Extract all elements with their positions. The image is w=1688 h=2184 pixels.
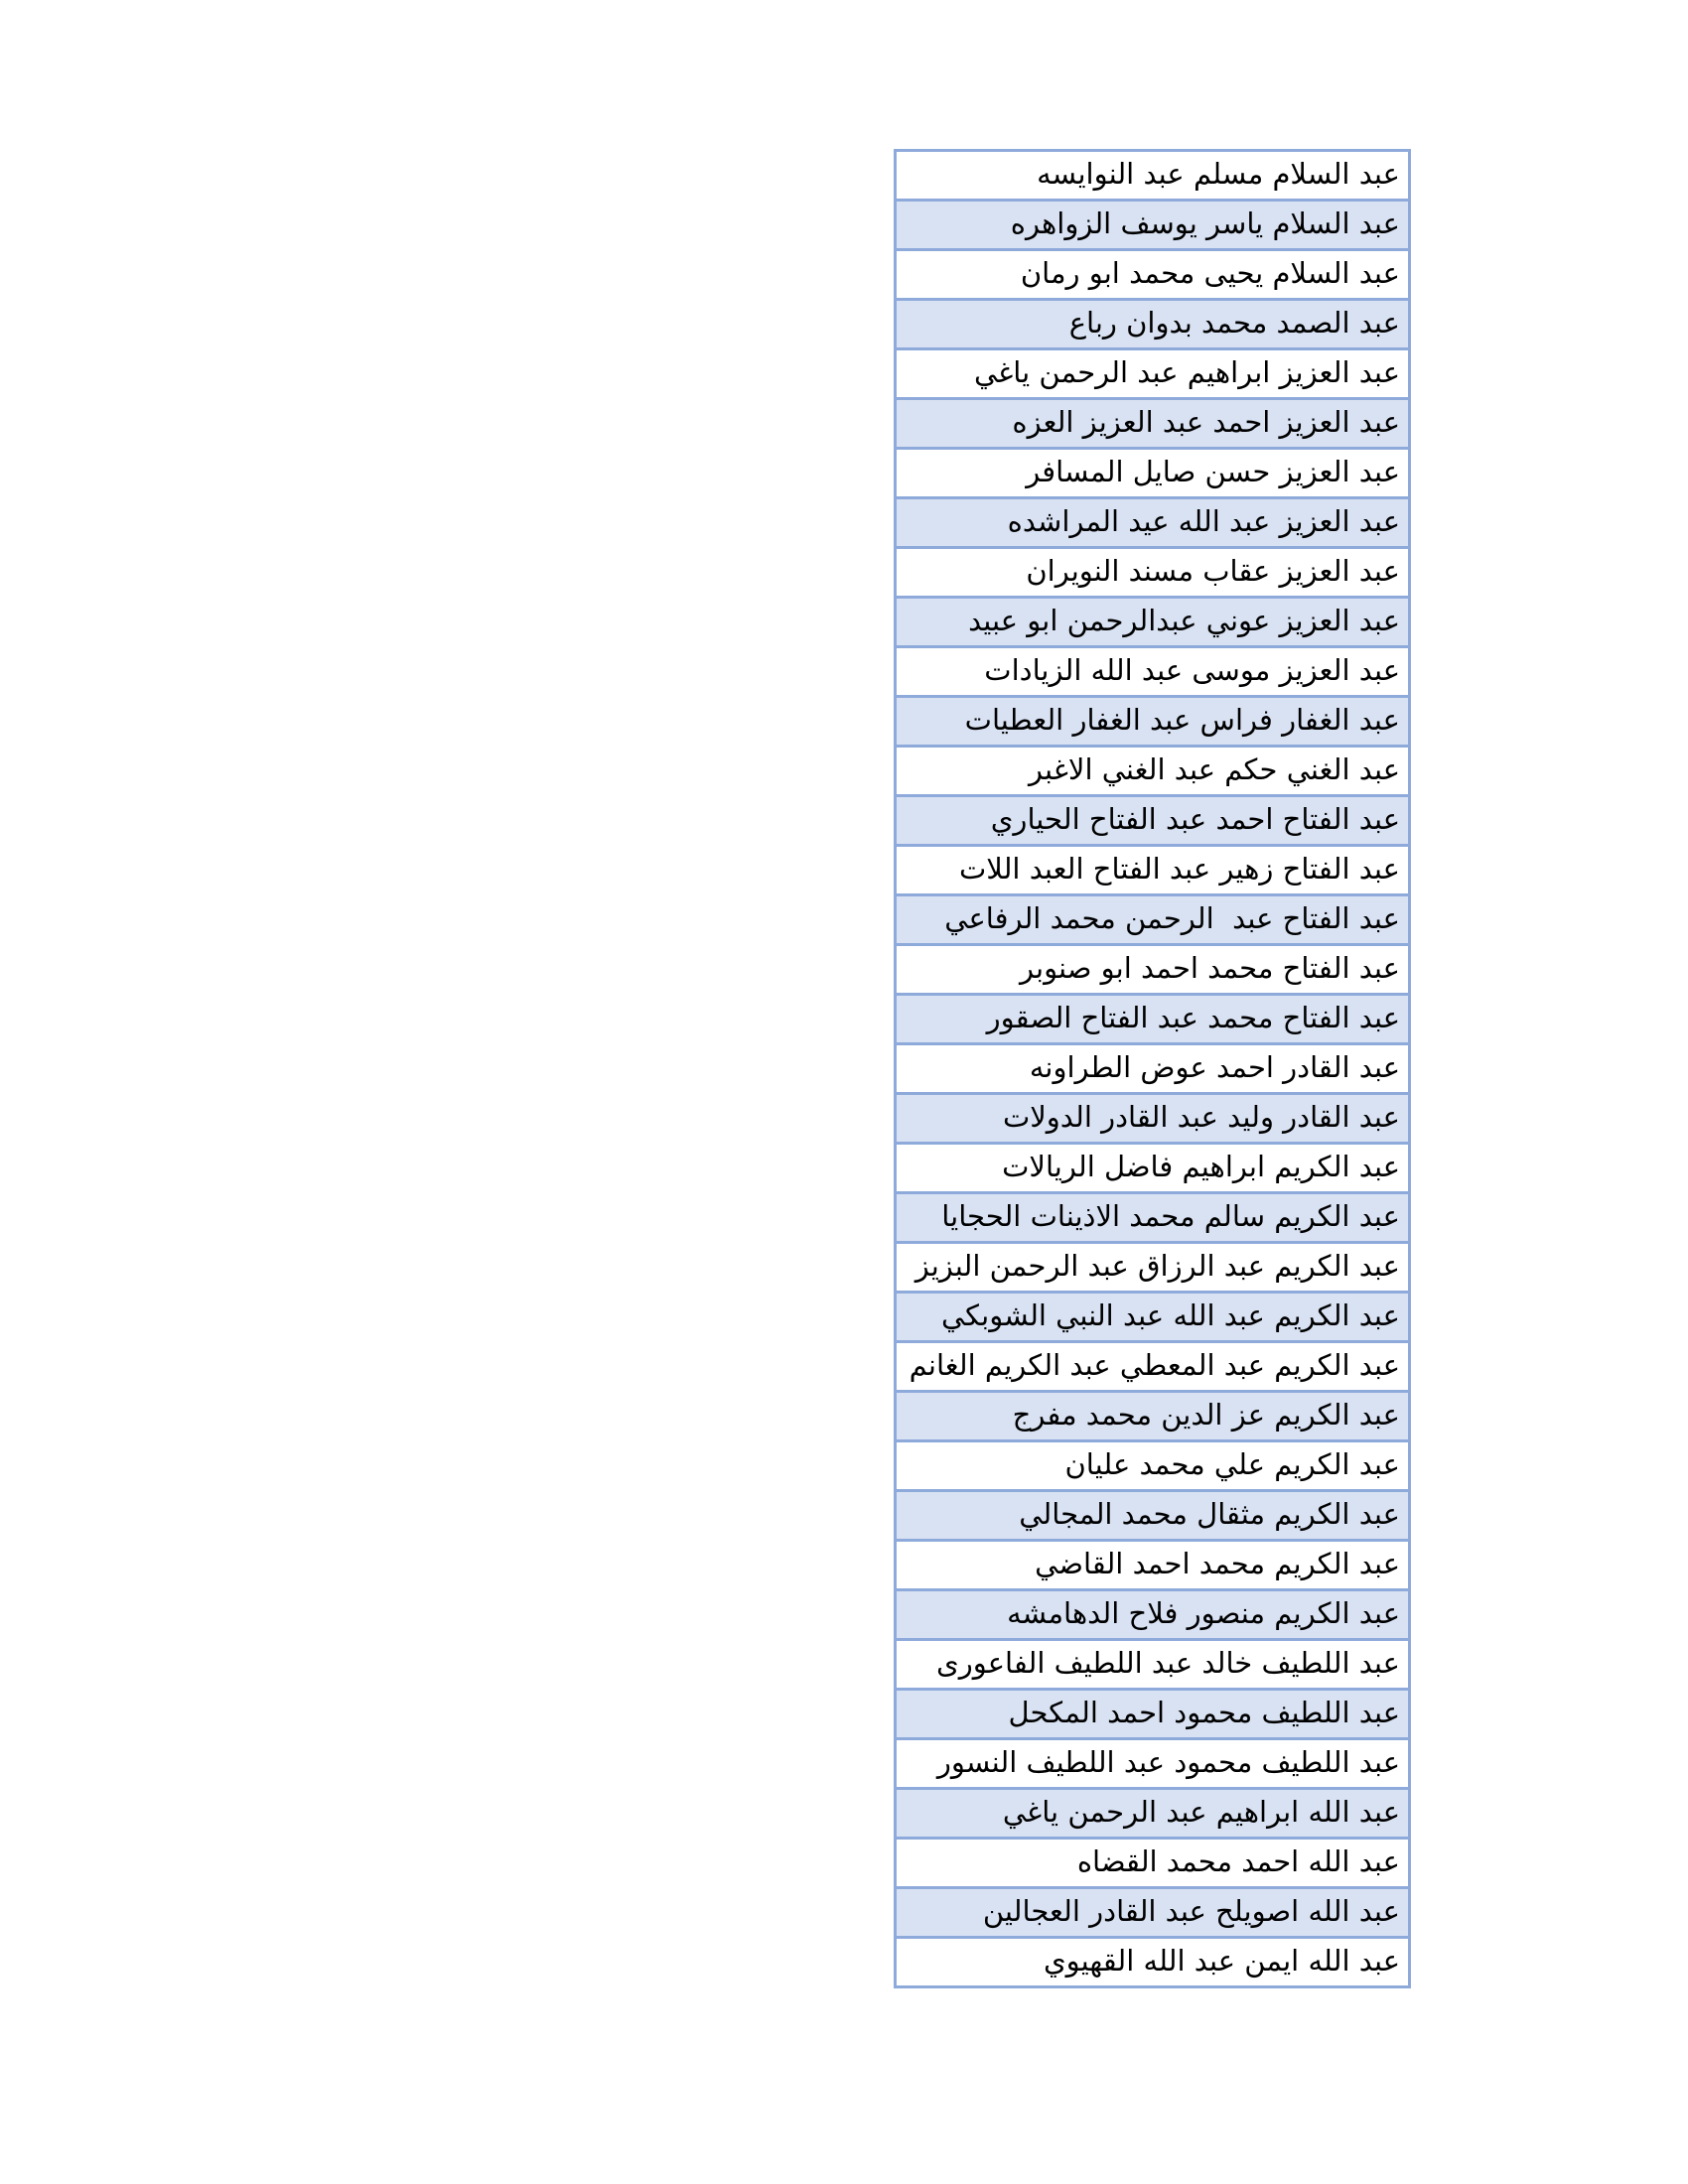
table-row — [894, 199, 1411, 248]
table-row — [894, 596, 1411, 645]
table-row — [894, 1539, 1411, 1588]
name-cell: عبد الله ايمن عبد الله القهيوي — [1043, 1944, 1400, 1978]
table-row — [894, 993, 1411, 1042]
table-row — [894, 1588, 1411, 1638]
name-cell: عبد الفتاح احمد عبد الفتاح الحياري — [990, 802, 1400, 836]
name-cell: عبد القادر وليد عبد القادر الدولات — [1002, 1100, 1400, 1134]
name-cell: عبد السلام يحيى محمد ابو رمان — [1020, 256, 1400, 290]
table-row — [894, 1191, 1411, 1241]
table-row — [894, 794, 1411, 844]
table-row — [894, 298, 1411, 347]
name-cell: عبد القادر احمد عوض الطراونه — [1029, 1050, 1400, 1084]
table-row — [894, 1936, 1411, 1985]
name-cell: عبد الله احمد محمد القضاه — [1076, 1844, 1400, 1878]
name-cell: عبد العزيز عبد الله عيد المراشده — [1007, 504, 1400, 538]
table-row — [894, 844, 1411, 893]
table-row — [894, 1489, 1411, 1539]
name-cell: عبد العزيز ابراهيم عبد الرحمن ياغي — [973, 355, 1400, 389]
name-cell: عبد الغني حكم عبد الغني الاغبر — [1028, 752, 1400, 786]
table-row — [894, 1439, 1411, 1489]
table-row — [894, 1787, 1411, 1837]
name-cell: عبد العزيز موسى عبد الله الزيادات — [984, 653, 1400, 687]
name-cell: عبد العزيز حسن صايل المسافر — [1026, 455, 1400, 488]
name-cell: عبد الفتاح محمد احمد ابو صنوبر — [1020, 951, 1400, 985]
name-cell: عبد السلام ياسر يوسف الزواهره — [1010, 206, 1400, 240]
table-row — [894, 943, 1411, 993]
name-cell: عبد الفتاح محمد عبد الفتاح الصقور — [986, 1001, 1400, 1034]
name-cell: عبد الفتاح عبد الرحمن محمد الرفاعي — [944, 901, 1400, 935]
name-cell: عبد الكريم عز الدين محمد مفرج — [1012, 1398, 1400, 1432]
name-cell: عبد الكريم مثقال محمد المجالي — [1019, 1497, 1400, 1531]
name-cell: عبد الكريم عبد المعطي عبد الكريم الغانم — [909, 1348, 1400, 1382]
table-row — [894, 1042, 1411, 1092]
table-row — [894, 1291, 1411, 1340]
name-cell: عبد العزيز احمد عبد العزيز العزه — [1012, 405, 1400, 439]
name-cell: عبد الله ابراهيم عبد الرحمن ياغي — [1002, 1795, 1400, 1829]
table-row — [894, 645, 1411, 695]
table-row — [894, 1638, 1411, 1688]
table-row — [894, 1737, 1411, 1787]
name-cell: عبد اللطيف خالد عبد اللطيف الفاعورى — [936, 1646, 1400, 1680]
name-cell: عبد السلام مسلم عبد النوايسه — [1037, 157, 1400, 191]
name-cell: عبد العزيز عوني عبدالرحمن ابو عبيد — [968, 604, 1400, 637]
name-cell: عبد الكريم عبد الرزاق عبد الرحمن البزيز — [914, 1249, 1400, 1283]
name-cell: عبد الصمد محمد بدوان رباع — [1068, 306, 1400, 340]
name-cell: عبد الكريم علي محمد عليان — [1064, 1447, 1400, 1481]
table-row — [894, 496, 1411, 546]
table-row — [894, 745, 1411, 794]
table-row — [894, 1837, 1411, 1886]
name-cell: عبد اللطيف محمود عبد اللطيف النسور — [936, 1745, 1400, 1779]
table-row — [894, 1241, 1411, 1291]
table-row — [894, 149, 1411, 199]
names-table — [894, 149, 1411, 1988]
name-cell: عبد الكريم منصور فلاح الدهامشه — [1007, 1596, 1400, 1630]
name-cell: عبد الفتاح زهير عبد الفتاح العبد اللات — [958, 852, 1400, 886]
name-cell: عبد الغفار فراس عبد الغفار العطيات — [964, 703, 1400, 737]
table-row — [894, 893, 1411, 943]
table-row — [894, 347, 1411, 397]
name-cell: عبد العزيز عقاب مسند النويران — [1026, 554, 1400, 588]
name-cell: عبد الكريم محمد احمد القاضي — [1035, 1547, 1400, 1580]
table-row — [894, 1390, 1411, 1439]
table-row — [894, 248, 1411, 298]
name-cell: عبد الله اصويلح عبد القادر العجالين — [982, 1894, 1400, 1928]
table-row — [894, 1142, 1411, 1191]
table-row — [894, 1886, 1411, 1936]
table-row — [894, 1688, 1411, 1737]
table-row — [894, 695, 1411, 745]
table-row — [894, 447, 1411, 496]
name-cell: عبد الكريم سالم محمد الاذينات الحجايا — [941, 1199, 1400, 1233]
table-row — [894, 397, 1411, 447]
table-row — [894, 1340, 1411, 1390]
name-cell: عبد الكريم ابراهيم فاضل الريالات — [1002, 1150, 1400, 1183]
name-cell: عبد اللطيف محمود احمد المكحل — [1008, 1696, 1400, 1729]
name-cell: عبد الكريم عبد الله عبد النبي الشوبكي — [940, 1298, 1400, 1332]
table-row — [894, 1092, 1411, 1142]
table-row — [894, 546, 1411, 596]
